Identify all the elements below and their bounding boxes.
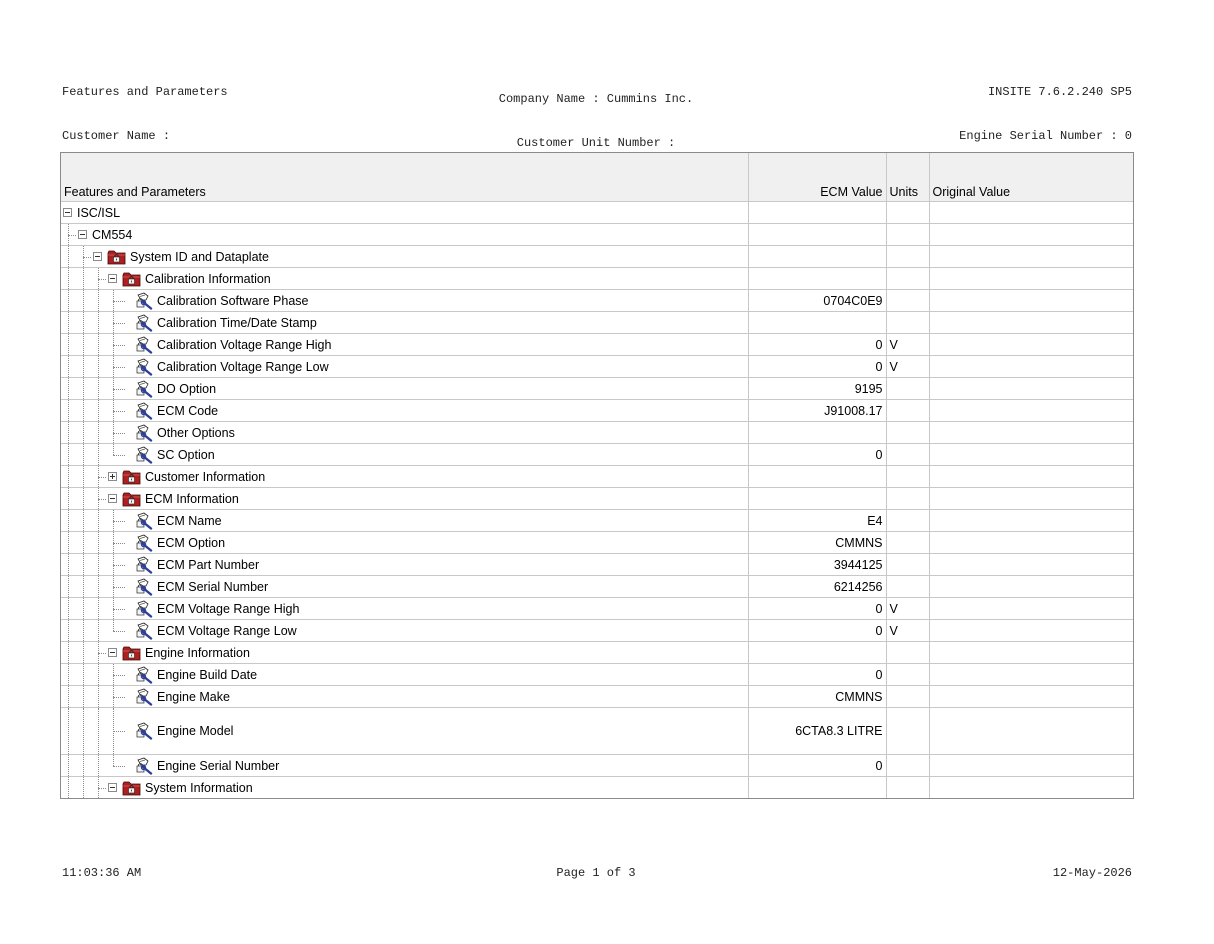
red-folder-lock-icon bbox=[122, 779, 141, 796]
parameter-wrench-icon bbox=[135, 292, 153, 310]
tree-guide-line bbox=[68, 466, 69, 487]
tree-guide-line bbox=[98, 532, 99, 553]
collapse-icon[interactable] bbox=[93, 252, 102, 261]
tree-guide-line bbox=[68, 620, 69, 641]
tree-guide-line bbox=[83, 312, 84, 333]
footer-page-number: Page 1 of 3 bbox=[556, 866, 636, 880]
parameter-wrench-icon bbox=[135, 380, 153, 398]
tree-cell bbox=[61, 642, 748, 664]
tree-connector bbox=[113, 455, 125, 456]
company-name: Company Name : Cummins Inc. bbox=[498, 92, 694, 106]
tree-label-calibration-software-phase[interactable]: Calibration Software Phase bbox=[157, 293, 309, 308]
parameter-wrench-icon bbox=[135, 600, 153, 618]
ecm-value-cell: 3944125 bbox=[748, 554, 886, 576]
units-cell bbox=[886, 777, 929, 799]
original-value-cell bbox=[929, 444, 1133, 466]
tree-guide-line bbox=[68, 686, 69, 707]
parameter-wrench-icon bbox=[135, 314, 153, 332]
units-cell bbox=[886, 664, 929, 686]
collapse-icon[interactable] bbox=[78, 230, 87, 239]
column-header-features[interactable]: Features and Parameters bbox=[61, 153, 748, 202]
tree-cell bbox=[61, 510, 748, 532]
original-value-cell bbox=[929, 202, 1133, 224]
tree-cell bbox=[61, 466, 748, 488]
tree-label-engine-build-date[interactable]: Engine Build Date bbox=[157, 667, 258, 682]
tree-cell bbox=[61, 400, 748, 422]
tree-cell bbox=[61, 444, 748, 466]
tree-guide-line bbox=[98, 356, 99, 377]
tree-connector bbox=[113, 631, 125, 632]
original-value-cell bbox=[929, 708, 1133, 755]
table-row[interactable] bbox=[61, 246, 1133, 268]
tree-guide-line bbox=[98, 334, 99, 355]
customer-unit-number: Customer Unit Number : bbox=[516, 135, 676, 150]
original-value-cell bbox=[929, 510, 1133, 532]
tree-guide-line bbox=[98, 444, 99, 465]
ecm-value-cell: 0 bbox=[748, 356, 886, 378]
tree-guide-line bbox=[83, 334, 84, 355]
parameter-wrench-icon bbox=[135, 534, 153, 552]
tree-guide-line bbox=[83, 488, 84, 509]
tree-cell bbox=[61, 290, 748, 312]
column-header-units[interactable]: Units bbox=[886, 153, 929, 202]
customer-name: Customer Name : bbox=[62, 128, 171, 143]
table-row[interactable] bbox=[61, 510, 1133, 532]
tree-guide-line bbox=[83, 444, 84, 465]
tree-cell bbox=[61, 755, 748, 777]
red-folder-lock-icon bbox=[122, 468, 141, 485]
tree-guide-line bbox=[83, 466, 84, 487]
tree-guide-line bbox=[68, 400, 69, 421]
red-folder-lock-icon bbox=[122, 644, 141, 661]
ecm-value-cell bbox=[748, 202, 886, 224]
original-value-cell bbox=[929, 777, 1133, 799]
table-row[interactable] bbox=[61, 224, 1133, 246]
tree-connector bbox=[113, 323, 125, 324]
tree-cell bbox=[61, 422, 748, 444]
tree-guide-line bbox=[68, 444, 69, 465]
parameter-wrench-icon bbox=[135, 688, 153, 706]
parameter-wrench-icon bbox=[135, 424, 153, 442]
tree-guide-line bbox=[98, 664, 99, 685]
table-header-row bbox=[61, 153, 1133, 202]
footer-date: 12-May-2026 bbox=[1052, 866, 1132, 880]
parameter-wrench-icon bbox=[135, 666, 153, 684]
collapse-icon[interactable] bbox=[108, 783, 117, 792]
tree-guide-line bbox=[68, 510, 69, 531]
engine-serial-number: Engine Serial Number : 0 bbox=[959, 128, 1132, 143]
tree-cell bbox=[61, 620, 748, 642]
ecm-value-cell: 0704C0E9 bbox=[748, 290, 886, 312]
tree-label-calibration-information[interactable]: Calibration Information bbox=[145, 271, 271, 286]
table-row[interactable] bbox=[61, 378, 1133, 400]
ecm-value-cell bbox=[748, 777, 886, 799]
tree-guide-line bbox=[98, 400, 99, 421]
units-cell bbox=[886, 576, 929, 598]
ecm-value-cell: 6214256 bbox=[748, 576, 886, 598]
table-row[interactable] bbox=[61, 466, 1133, 488]
original-value-cell bbox=[929, 312, 1133, 334]
red-folder-lock-icon bbox=[122, 490, 141, 507]
ecm-value-cell bbox=[748, 488, 886, 510]
tree-connector bbox=[113, 543, 125, 544]
ecm-value-cell bbox=[748, 312, 886, 334]
ecm-value-cell bbox=[748, 422, 886, 444]
ecm-value-cell bbox=[748, 268, 886, 290]
table-row[interactable] bbox=[61, 708, 1133, 755]
ecm-value-cell: 0 bbox=[748, 664, 886, 686]
tree-guide-line bbox=[68, 378, 69, 399]
units-cell: V bbox=[886, 620, 929, 642]
units-cell bbox=[886, 378, 929, 400]
tree-guide-line bbox=[83, 708, 84, 754]
tree-guide-line bbox=[83, 510, 84, 531]
tree-guide-line bbox=[83, 400, 84, 421]
table-row[interactable] bbox=[61, 532, 1133, 554]
tree-guide-line bbox=[68, 246, 69, 267]
tree-label-cm554[interactable]: CM554 bbox=[92, 227, 133, 242]
table-row[interactable] bbox=[61, 664, 1133, 686]
original-value-cell bbox=[929, 488, 1133, 510]
tree-guide-line bbox=[68, 290, 69, 311]
table-row[interactable] bbox=[61, 356, 1133, 378]
tree-cell bbox=[61, 246, 748, 268]
tree-guide-line bbox=[68, 777, 69, 798]
table-row[interactable] bbox=[61, 620, 1133, 642]
table-row[interactable] bbox=[61, 334, 1133, 356]
original-value-cell bbox=[929, 576, 1133, 598]
original-value-cell bbox=[929, 246, 1133, 268]
tree-cell bbox=[61, 378, 748, 400]
tree-label-other-options[interactable]: Other Options bbox=[157, 425, 235, 440]
tree-guide-line bbox=[98, 598, 99, 619]
tree-label-customer-information[interactable]: Customer Information bbox=[145, 469, 266, 484]
tree-connector bbox=[98, 788, 106, 789]
tree-connector bbox=[98, 279, 106, 280]
tree-label-calibration-voltage-range-high[interactable]: Calibration Voltage Range High bbox=[157, 337, 332, 352]
original-value-cell bbox=[929, 642, 1133, 664]
tree-guide-line bbox=[68, 664, 69, 685]
table-row[interactable] bbox=[61, 598, 1133, 620]
ecm-value-cell: 0 bbox=[748, 598, 886, 620]
tree-guide-line bbox=[68, 642, 69, 663]
parameter-wrench-icon bbox=[135, 722, 153, 740]
tree-connector bbox=[113, 345, 125, 346]
tree-cell bbox=[61, 554, 748, 576]
tree-connector bbox=[113, 521, 125, 522]
table-row[interactable] bbox=[61, 400, 1133, 422]
table-row[interactable] bbox=[61, 422, 1133, 444]
tree-label-engine-information[interactable]: Engine Information bbox=[145, 645, 250, 660]
collapse-icon[interactable] bbox=[108, 494, 117, 503]
tree-connector bbox=[113, 301, 125, 302]
tree-cell bbox=[61, 312, 748, 334]
tree-guide-line bbox=[98, 755, 99, 776]
tree-guide-line bbox=[83, 664, 84, 685]
collapse-icon[interactable] bbox=[108, 274, 117, 283]
tree-connector bbox=[113, 587, 125, 588]
tree-connector bbox=[113, 389, 125, 390]
units-cell: V bbox=[886, 356, 929, 378]
units-cell bbox=[886, 422, 929, 444]
tree-guide-line bbox=[98, 554, 99, 575]
tree-guide-line bbox=[98, 620, 99, 641]
tree-guide-line bbox=[98, 576, 99, 597]
original-value-cell bbox=[929, 422, 1133, 444]
table-row[interactable] bbox=[61, 268, 1133, 290]
ecm-value-cell bbox=[748, 246, 886, 268]
tree-guide-line bbox=[68, 268, 69, 289]
units-cell bbox=[886, 488, 929, 510]
units-cell bbox=[886, 224, 929, 246]
tree-label-engine-model[interactable]: Engine Model bbox=[157, 724, 234, 738]
units-cell bbox=[886, 466, 929, 488]
tree-connector bbox=[68, 235, 76, 236]
units-cell bbox=[886, 268, 929, 290]
ecm-value-cell: 0 bbox=[748, 620, 886, 642]
original-value-cell bbox=[929, 466, 1133, 488]
table-row[interactable] bbox=[61, 554, 1133, 576]
footer-time: 11:03:36 AM bbox=[62, 866, 142, 880]
tree-guide-line bbox=[68, 532, 69, 553]
tree-guide-line bbox=[83, 598, 84, 619]
tree-label-ecm-name[interactable]: ECM Name bbox=[157, 513, 222, 528]
units-cell: V bbox=[886, 598, 929, 620]
tree-label-calibration-time-date-stamp[interactable]: Calibration Time/Date Stamp bbox=[157, 315, 317, 330]
parameter-wrench-icon bbox=[135, 757, 153, 775]
tree-label-do-option[interactable]: DO Option bbox=[157, 381, 217, 396]
collapse-icon[interactable] bbox=[63, 208, 72, 217]
table-row[interactable] bbox=[61, 444, 1133, 466]
ecm-value-cell: CMMNS bbox=[748, 686, 886, 708]
tree-guide-line bbox=[83, 378, 84, 399]
tree-cell bbox=[61, 224, 748, 246]
tree-connector bbox=[98, 477, 106, 478]
tree-guide-line bbox=[98, 290, 99, 311]
tree-cell bbox=[61, 708, 748, 755]
tree-guide-line bbox=[83, 777, 84, 798]
units-cell bbox=[886, 510, 929, 532]
tree-guide-line bbox=[68, 598, 69, 619]
tree-cell bbox=[61, 488, 748, 510]
tree-label-ecm-voltage-range-high[interactable]: ECM Voltage Range High bbox=[157, 601, 300, 616]
tree-cell bbox=[61, 202, 748, 224]
tree-connector bbox=[98, 499, 106, 500]
tree-cell bbox=[61, 576, 748, 598]
tree-label-sc-option[interactable]: SC Option bbox=[157, 447, 215, 462]
report-title: Features and Parameters bbox=[62, 85, 228, 99]
tree-guide-line bbox=[83, 268, 84, 289]
units-cell: V bbox=[886, 334, 929, 356]
tree-connector bbox=[113, 731, 125, 732]
tree-cell bbox=[61, 664, 748, 686]
tree-cell bbox=[61, 334, 748, 356]
original-value-cell bbox=[929, 290, 1133, 312]
tree-guide-line bbox=[83, 532, 84, 553]
tree-guide-line bbox=[83, 576, 84, 597]
original-value-cell bbox=[929, 755, 1133, 777]
original-value-cell bbox=[929, 598, 1133, 620]
units-cell bbox=[886, 290, 929, 312]
tree-connector bbox=[113, 766, 125, 767]
tree-guide-line bbox=[113, 620, 114, 631]
units-cell bbox=[886, 554, 929, 576]
table-row[interactable] bbox=[61, 576, 1133, 598]
ecm-value-cell: 0 bbox=[748, 755, 886, 777]
ecm-value-cell: 9195 bbox=[748, 378, 886, 400]
tree-label-ecm-serial-number[interactable]: ECM Serial Number bbox=[157, 579, 269, 594]
units-cell bbox=[886, 642, 929, 664]
tree-guide-line bbox=[83, 686, 84, 707]
original-value-cell bbox=[929, 268, 1133, 290]
tree-guide-line bbox=[83, 642, 84, 663]
tree-guide-line bbox=[98, 510, 99, 531]
tree-guide-line bbox=[68, 334, 69, 355]
tree-guide-line bbox=[68, 755, 69, 776]
table-row[interactable] bbox=[61, 290, 1133, 312]
tree-label-ecm-option[interactable]: ECM Option bbox=[157, 535, 226, 550]
tree-connector bbox=[113, 609, 125, 610]
tree-connector bbox=[83, 257, 91, 258]
tree-connector bbox=[98, 653, 106, 654]
tree-guide-line bbox=[98, 686, 99, 707]
units-cell bbox=[886, 686, 929, 708]
original-value-cell bbox=[929, 664, 1133, 686]
ecm-value-cell: 6CTA8.3 LITRE bbox=[748, 708, 886, 755]
tree-guide-line bbox=[113, 755, 114, 766]
tree-connector bbox=[113, 433, 125, 434]
original-value-cell bbox=[929, 334, 1133, 356]
ecm-value-cell: 0 bbox=[748, 444, 886, 466]
original-value-cell bbox=[929, 356, 1133, 378]
tree-label-ecm-voltage-range-low[interactable]: ECM Voltage Range Low bbox=[157, 623, 297, 638]
tree-label-engine-make[interactable]: Engine Make bbox=[157, 689, 230, 704]
tree-cell bbox=[61, 598, 748, 620]
tree-label-ecm-part-number[interactable]: ECM Part Number bbox=[157, 557, 260, 572]
tree-guide-line bbox=[98, 708, 99, 754]
column-header-ecm-value[interactable]: ECM Value bbox=[748, 153, 886, 202]
units-cell bbox=[886, 202, 929, 224]
tree-guide-line bbox=[98, 312, 99, 333]
table-row[interactable] bbox=[61, 202, 1133, 224]
tree-label-isc-isl[interactable]: ISC/ISL bbox=[77, 205, 121, 220]
ecm-value-cell bbox=[748, 224, 886, 246]
parameter-wrench-icon bbox=[135, 446, 153, 464]
expand-icon[interactable] bbox=[108, 472, 117, 481]
parameter-wrench-icon bbox=[135, 578, 153, 596]
tree-label-ecm-code[interactable]: ECM Code bbox=[157, 403, 219, 418]
tree-guide-line bbox=[113, 444, 114, 455]
table-row[interactable] bbox=[61, 642, 1133, 664]
tree-guide-line bbox=[83, 356, 84, 377]
tree-guide-line bbox=[68, 356, 69, 377]
parameters-grid bbox=[60, 152, 1134, 799]
ecm-value-cell: CMMNS bbox=[748, 532, 886, 554]
parameter-wrench-icon bbox=[135, 402, 153, 420]
tree-cell bbox=[61, 268, 748, 290]
tree-connector bbox=[113, 565, 125, 566]
tree-connector bbox=[113, 675, 125, 676]
original-value-cell bbox=[929, 686, 1133, 708]
insite-version: INSITE 7.6.2.240 SP5 bbox=[987, 85, 1132, 99]
units-cell bbox=[886, 532, 929, 554]
tree-guide-line bbox=[98, 422, 99, 443]
table-row[interactable] bbox=[61, 312, 1133, 334]
units-cell bbox=[886, 312, 929, 334]
table-row[interactable] bbox=[61, 755, 1133, 777]
tree-cell bbox=[61, 356, 748, 378]
tree-guide-line bbox=[68, 488, 69, 509]
parameter-wrench-icon bbox=[135, 358, 153, 376]
original-value-cell bbox=[929, 554, 1133, 576]
original-value-cell bbox=[929, 400, 1133, 422]
tree-cell bbox=[61, 532, 748, 554]
tree-guide-line bbox=[83, 422, 84, 443]
tree-guide-line bbox=[68, 708, 69, 754]
original-value-cell bbox=[929, 620, 1133, 642]
tree-guide-line bbox=[83, 755, 84, 776]
ecm-value-cell: 0 bbox=[748, 334, 886, 356]
ecm-value-cell: J91008.17 bbox=[748, 400, 886, 422]
tree-connector bbox=[113, 411, 125, 412]
red-folder-lock-icon bbox=[107, 248, 126, 265]
units-cell bbox=[886, 444, 929, 466]
tree-guide-line bbox=[68, 576, 69, 597]
parameters-table bbox=[61, 153, 1133, 798]
parameter-wrench-icon bbox=[135, 336, 153, 354]
table-row[interactable] bbox=[61, 686, 1133, 708]
original-value-cell bbox=[929, 532, 1133, 554]
units-cell bbox=[886, 708, 929, 755]
ecm-value-cell bbox=[748, 642, 886, 664]
tree-cell bbox=[61, 777, 748, 799]
tree-connector bbox=[113, 367, 125, 368]
tree-connector bbox=[113, 697, 125, 698]
table-row[interactable] bbox=[61, 777, 1133, 799]
units-cell bbox=[886, 400, 929, 422]
tree-cell bbox=[61, 686, 748, 708]
tree-guide-line bbox=[68, 312, 69, 333]
tree-label-ecm-information[interactable]: ECM Information bbox=[145, 491, 239, 506]
table-body bbox=[61, 202, 1133, 799]
parameter-wrench-icon bbox=[135, 622, 153, 640]
units-cell bbox=[886, 246, 929, 268]
table-row[interactable] bbox=[61, 488, 1133, 510]
parameter-wrench-icon bbox=[135, 512, 153, 530]
tree-label-calibration-voltage-range-low[interactable]: Calibration Voltage Range Low bbox=[157, 359, 329, 374]
column-header-original-value[interactable]: Original Value bbox=[929, 153, 1133, 202]
original-value-cell bbox=[929, 224, 1133, 246]
tree-guide-line bbox=[68, 554, 69, 575]
tree-guide-line bbox=[98, 378, 99, 399]
tree-label-system-id-and-dataplate[interactable]: System ID and Dataplate bbox=[130, 249, 269, 264]
tree-guide-line bbox=[83, 620, 84, 641]
tree-guide-line bbox=[83, 554, 84, 575]
units-cell bbox=[886, 755, 929, 777]
report-header-center bbox=[446, 63, 746, 165]
tree-label-engine-serial-number[interactable]: Engine Serial Number bbox=[157, 758, 280, 773]
ecm-value-cell bbox=[748, 466, 886, 488]
tree-label-system-information[interactable]: System Information bbox=[145, 780, 253, 795]
tree-guide-line bbox=[68, 422, 69, 443]
parameter-wrench-icon bbox=[135, 556, 153, 574]
tree-guide-line bbox=[83, 290, 84, 311]
original-value-cell bbox=[929, 378, 1133, 400]
ecm-value-cell: E4 bbox=[748, 510, 886, 532]
red-folder-lock-icon bbox=[122, 270, 141, 287]
collapse-icon[interactable] bbox=[108, 648, 117, 657]
